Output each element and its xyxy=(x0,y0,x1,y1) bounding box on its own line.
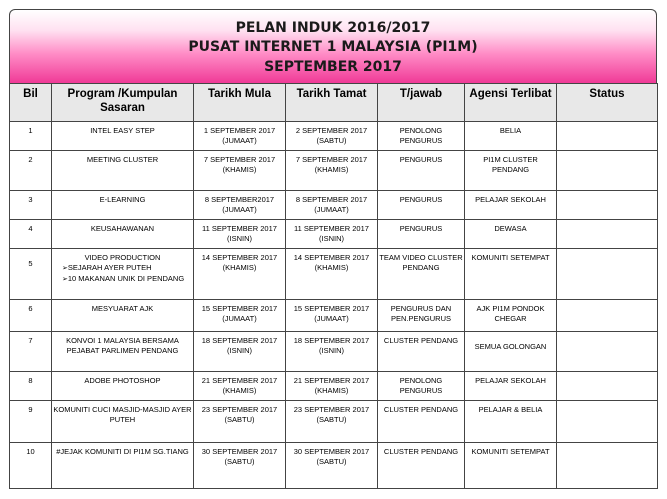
end-date: 23 SEPTEMBER 2017 xyxy=(293,405,370,414)
table-row xyxy=(10,249,658,300)
col-header-program: Program /Kumpulan Sasaran xyxy=(52,84,194,122)
start-date: 7 SEPTEMBER 2017 xyxy=(203,155,276,164)
cell-agensi: AJK PI1M PONDOK CHEGAR xyxy=(465,300,557,332)
end-date: 8 SEPTEMBER 2017 xyxy=(295,195,368,204)
cell-tarikh-tamat xyxy=(286,151,378,191)
start-day: (JUMAAT) xyxy=(222,314,257,323)
cell-tarikh-mula xyxy=(194,372,286,401)
cell-tjawab: PENGURUS xyxy=(378,151,465,191)
cell-status xyxy=(557,401,658,443)
plan-title: PELAN INDUK 2016/2017 xyxy=(235,20,431,36)
cell-status xyxy=(557,443,658,489)
cell-tarikh-tamat xyxy=(286,122,378,151)
cell-program: E-LEARNING xyxy=(52,191,194,220)
end-day: (SABTU) xyxy=(316,457,347,466)
table-row xyxy=(10,191,658,220)
col-header-agensi: Agensi Terlibat xyxy=(465,84,557,122)
cell-status xyxy=(557,122,658,151)
sub-program-sejarah: ➢ SEJARAH AYER PUTEH xyxy=(52,263,193,274)
table-row xyxy=(10,372,658,401)
cell-agensi: KOMUNITI SETEMPAT xyxy=(465,249,557,300)
end-day: (KHAMIS) xyxy=(314,165,349,174)
cell-tarikh-mula xyxy=(194,249,286,300)
table-row xyxy=(10,332,658,372)
cell-tjawab: TEAM VIDEO CLUSTER PENDANG xyxy=(378,249,465,300)
table-row xyxy=(10,220,658,249)
table-row xyxy=(10,443,658,489)
cell-program: KONVOI 1 MALAYSIA BERSAMA PEJABAT PARLIMEN PENDANG xyxy=(52,332,194,372)
end-date: 21 SEPTEMBER 2017 xyxy=(293,376,370,385)
cell-tarikh-mula xyxy=(194,191,286,220)
cell-program xyxy=(52,249,194,300)
center-title: PUSAT INTERNET 1 MALAYSIA (PI1M) xyxy=(188,39,478,55)
cell-tarikh-tamat xyxy=(286,443,378,489)
table-row xyxy=(10,122,658,151)
sub-program-makanan: ➢ 10 MAKANAN UNIK DI PENDANG xyxy=(52,274,193,285)
cell-bil: 4 xyxy=(10,220,52,249)
cell-status xyxy=(557,220,658,249)
cell-tarikh-tamat xyxy=(286,300,378,332)
col-header-tjawab: T/jawab xyxy=(378,84,465,122)
cell-status xyxy=(557,191,658,220)
cell-bil: 3 xyxy=(10,191,52,220)
cell-status xyxy=(557,332,658,372)
cell-tjawab: PENOLONG PENGURUS xyxy=(378,372,465,401)
start-day: (KHAMIS) xyxy=(222,165,257,174)
table-row xyxy=(10,401,658,443)
table-row xyxy=(10,151,658,191)
end-day: (SABTU) xyxy=(316,136,347,145)
end-date: 7 SEPTEMBER 2017 xyxy=(295,155,368,164)
cell-tarikh-mula xyxy=(194,220,286,249)
cell-agensi: PELAJAR & BELIA xyxy=(465,401,557,443)
start-date: 30 SEPTEMBER 2017 xyxy=(201,447,278,456)
cell-tarikh-mula xyxy=(194,401,286,443)
cell-tarikh-mula xyxy=(194,151,286,191)
cell-tjawab: PENOLONG PENGURUS xyxy=(378,122,465,151)
month-title: SEPTEMBER 2017 xyxy=(264,59,402,75)
end-date: 2 SEPTEMBER 2017 xyxy=(295,126,368,135)
start-day: (KHAMIS) xyxy=(222,263,257,272)
cell-agensi: PELAJAR SEKOLAH xyxy=(465,372,557,401)
cell-tarikh-mula xyxy=(194,300,286,332)
cell-tarikh-tamat xyxy=(286,401,378,443)
end-day: (JUMAAT) xyxy=(314,205,349,214)
cell-agensi: BELIA xyxy=(465,122,557,151)
col-header-tarikh-tamat: Tarikh Tamat xyxy=(286,84,378,122)
cell-status xyxy=(557,372,658,401)
start-date: 15 SEPTEMBER 2017 xyxy=(201,304,278,313)
cell-tjawab: PENGURUS xyxy=(378,191,465,220)
cell-program: KOMUNITI CUCI MASJID-MASJID AYER PUTEH xyxy=(52,401,194,443)
cell-program: KEUSAHAWANAN xyxy=(52,220,194,249)
end-day: (KHAMIS) xyxy=(314,386,349,395)
start-date: 8 SEPTEMBER2017 xyxy=(204,195,275,204)
cell-agensi: PI1M CLUSTER PENDANG xyxy=(465,151,557,191)
end-date: 30 SEPTEMBER 2017 xyxy=(293,447,370,456)
cell-tarikh-mula xyxy=(194,122,286,151)
schedule-table xyxy=(9,83,658,489)
end-day: (ISNIN) xyxy=(319,346,344,355)
cell-tjawab: PENGURUS DAN PEN.PENGURUS xyxy=(378,300,465,332)
cell-bil: 1 xyxy=(10,122,52,151)
table-row xyxy=(10,300,658,332)
document-frame xyxy=(9,9,657,491)
end-date: 15 SEPTEMBER 2017 xyxy=(293,304,370,313)
end-day: (KHAMIS) xyxy=(314,263,349,272)
start-day: (SABTU) xyxy=(224,457,255,466)
start-date: 18 SEPTEMBER 2017 xyxy=(201,336,278,345)
program-title: VIDEO PRODUCTION xyxy=(84,253,161,262)
cell-tjawab: PENGURUS xyxy=(378,220,465,249)
cell-agensi: DEWASA xyxy=(465,220,557,249)
table-header-row xyxy=(10,84,658,122)
cell-bil xyxy=(10,249,52,300)
cell-bil: 8 xyxy=(10,372,52,401)
cell-bil: 6 xyxy=(10,300,52,332)
start-date: 14 SEPTEMBER 2017 xyxy=(201,253,278,262)
cell-tarikh-tamat xyxy=(286,191,378,220)
col-header-bil: Bil xyxy=(10,84,52,122)
cell-tarikh-mula xyxy=(194,443,286,489)
cell-tarikh-mula xyxy=(194,332,286,372)
start-day: (KHAMIS) xyxy=(222,386,257,395)
cell-program: #JEJAK KOMUNITI DI PI1M SG.TIANG xyxy=(52,443,194,489)
cell-program: ADOBE PHOTOSHOP xyxy=(52,372,194,401)
cell-tjawab: CLUSTER PENDANG xyxy=(378,443,465,489)
end-date: 11 SEPTEMBER 2017 xyxy=(294,224,369,233)
start-day: (ISNIN) xyxy=(227,234,252,243)
end-day: (JUMAAT) xyxy=(314,314,349,323)
cell-status xyxy=(557,151,658,191)
cell-bil: 10 xyxy=(10,443,52,489)
cell-status xyxy=(557,249,658,300)
cell-program: MESYUARAT AJK xyxy=(52,300,194,332)
end-day: (SABTU) xyxy=(316,415,347,424)
cell-tarikh-tamat xyxy=(286,332,378,372)
cell-agensi xyxy=(465,332,557,372)
cell-bil: 2 xyxy=(10,151,52,191)
start-day: (ISNIN) xyxy=(227,346,252,355)
start-date: 21 SEPTEMBER 2017 xyxy=(201,376,278,385)
cell-status xyxy=(557,300,658,332)
cell-tjawab: CLUSTER PENDANG xyxy=(378,401,465,443)
start-day: (SABTU) xyxy=(224,415,255,424)
start-date: 23 SEPTEMBER 2017 xyxy=(201,405,278,414)
start-day: (JUMAAT) xyxy=(222,136,257,145)
col-header-status: Status xyxy=(557,84,658,122)
cell-program: MEETING CLUSTER xyxy=(52,151,194,191)
cell-tjawab: CLUSTER PENDANG xyxy=(378,332,465,372)
cell-bil: 7 xyxy=(10,332,52,372)
agency-text: SEMUA GOLONGAN xyxy=(474,342,547,351)
cell-bil: 9 xyxy=(10,401,52,443)
end-day: (ISNIN) xyxy=(319,234,344,243)
cell-program: INTEL EASY STEP xyxy=(52,122,194,151)
start-date: 11 SEPTEMBER 2017 xyxy=(202,224,277,233)
cell-agensi: PELAJAR SEKOLAH xyxy=(465,191,557,220)
cell-tarikh-tamat xyxy=(286,220,378,249)
cell-tarikh-tamat xyxy=(286,249,378,300)
end-date: 18 SEPTEMBER 2017 xyxy=(293,336,370,345)
cell-tarikh-tamat xyxy=(286,372,378,401)
col-header-tarikh-mula: Tarikh Mula xyxy=(194,84,286,122)
title-banner xyxy=(9,9,657,83)
end-date: 14 SEPTEMBER 2017 xyxy=(293,253,370,262)
cell-agensi: KOMUNITI SETEMPAT xyxy=(465,443,557,489)
start-date: 1 SEPTEMBER 2017 xyxy=(203,126,276,135)
start-day: (JUMAAT) xyxy=(222,205,257,214)
bil-number: 5 xyxy=(28,259,33,268)
